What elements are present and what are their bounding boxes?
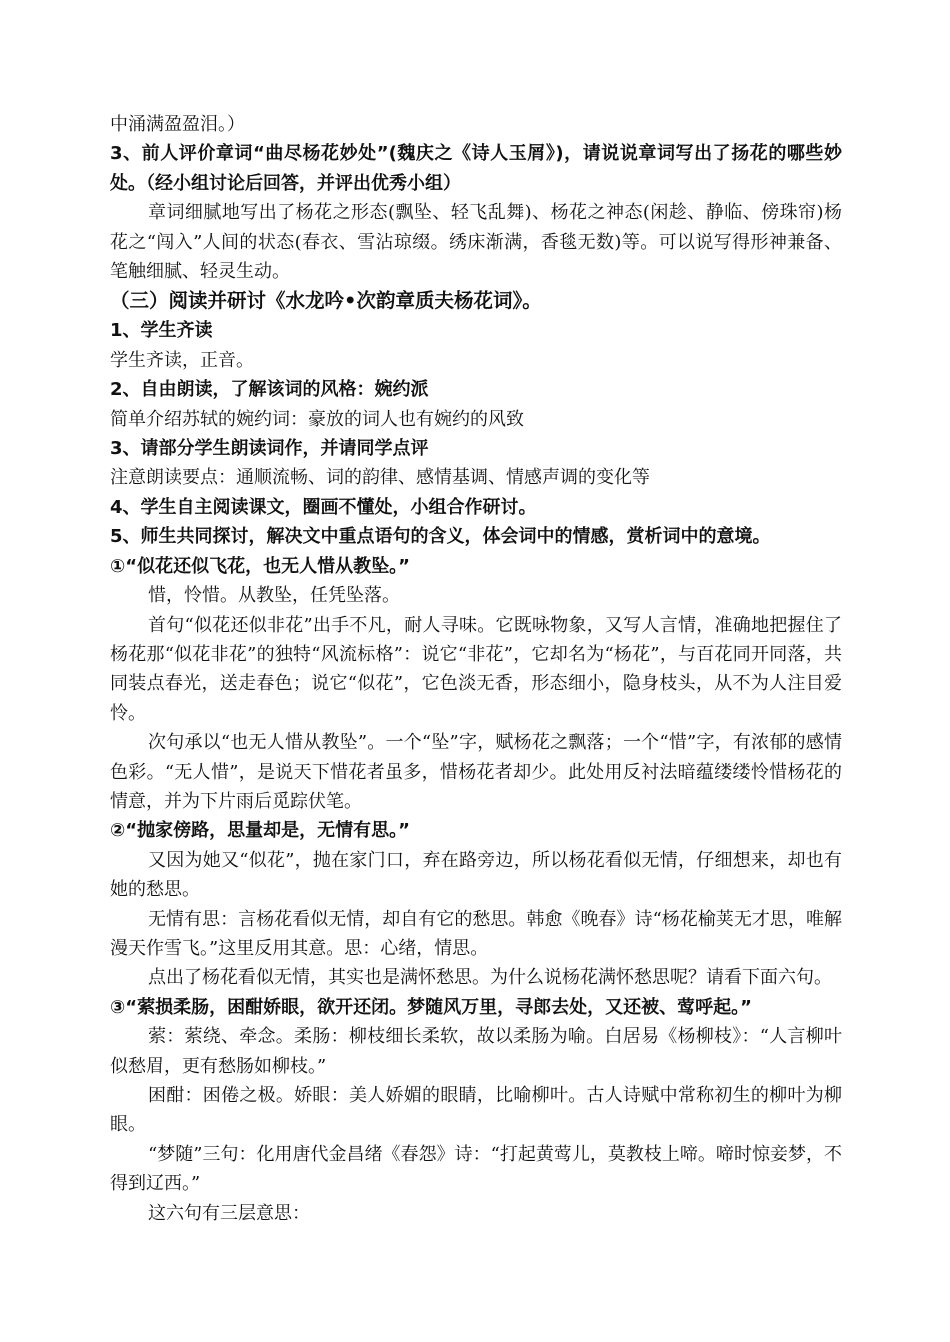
paragraph: 萦：萦绕、牵念。柔肠：柳枝细长柔软，故以柔肠为喻。白居易《杨柳枝》：“人言柳叶似愁眉，更有愁肠如柳枝。”: [110, 1026, 842, 1077]
step-heading: 1、学生齐读: [110, 320, 213, 342]
paragraph: 首句“似花还似非花”出手不凡，耐人寻味。它既咏物象，又写人言情，准确地把握住了杨花那“似花非花”的独特“风流标格”：说它“非花”，它却名为“杨花”，与百花同开同落，共同装点春光，送走春色；说它“似花”，它色淡无香，形态细小，隐身枝头，从不为人注目爱怜。: [110, 614, 842, 724]
paragraph: 点出了杨花看似无情，其实也是满怀愁思。为什么说杨花满怀愁思呢？请看下面六句。: [148, 967, 832, 989]
paragraph: 困酣：困倦之极。娇眼：美人娇媚的眼睛，比喻柳叶。古人诗赋中常称初生的柳叶为柳眼。: [110, 1085, 842, 1136]
step-heading: 3、请部分学生朗读词作，并请同学点评: [110, 438, 429, 460]
paragraph: 惜，怜惜。从教坠，任凭坠落。: [148, 585, 400, 607]
paragraph: 又因为她又“似花”，抛在家门口，弃在路旁边，所以杨花看似无情，仔细想来，却也有她的愁思。: [110, 849, 842, 901]
paragraph: 章词细腻地写出了杨花之形态(飘坠、轻飞乱舞)、杨花之神态(闲趁、静临、傍珠帘)杨花之“闯入”人间的状态(春衣、雪沾琼缀。绣床渐满，香毯无数)等。可以说写得形神兼备、笔触细腻、轻灵生动。: [110, 202, 842, 283]
step-heading: 2、自由朗读，了解该词的风格：婉约派: [110, 379, 429, 401]
text-line: 注意朗读要点：通顺流畅、词的韵律、感情基调、情感声调的变化等: [110, 467, 650, 489]
paragraph: 次句承以“也无人惜从教坠”。一个“坠”字，赋杨花之飘落；一个“惜”字，有浓郁的感情色彩。“无人惜”，是说天下惜花者虽多，惜杨花者却少。此处用反衬法暗蕴缕缕怜惜杨花的情意，并为下片雨后觅踪伏笔。: [110, 732, 842, 812]
document-page: [110, 110, 842, 1228]
text-line: 学生齐读，正音。: [110, 349, 254, 371]
section-heading: （三）阅读并研讨《水龙吟•次韵章质夫杨花词》。: [110, 289, 542, 313]
paragraph: “梦随”三句：化用唐代金昌绪《春怨》诗：“打起黄莺儿，莫教枝上啼。啼时惊妾梦，不得到辽西。”: [110, 1143, 842, 1195]
paragraph: 这六句有三层意思：: [148, 1202, 310, 1224]
quote-heading: ①“似花还似飞花，也无人惜从教坠。”: [110, 555, 410, 577]
text-line: 简单介绍苏轼的婉约词：豪放的词人也有婉约的风致: [110, 408, 524, 430]
quote-heading: ②“抛家傍路，思量却是，无情有思。”: [110, 820, 410, 842]
step-heading: 5、师生共同探讨，解决文中重点语句的含义，体会词中的情感，赏析词中的意境。: [110, 526, 771, 548]
question-heading: 3、前人评价章词“曲尽杨花妙处”(魏庆之《诗人玉屑》)，请说说章词写出了扬花的哪些妙处。（经小组讨论后回答，并评出优秀小组）: [110, 143, 842, 194]
step-heading: 4、学生自主阅读课文，圈画不懂处，小组合作研讨。: [110, 496, 537, 518]
quote-heading: ③“萦损柔肠，困酣娇眼，欲开还闭。梦随风万里，寻郎去处，又还被、莺呼起。”: [110, 996, 752, 1018]
text-line: 中涌满盈盈泪。）: [110, 114, 245, 135]
paragraph: 无情有思：言杨花看似无情，却自有它的愁思。韩愈《晚春》诗“杨花榆荚无才思，唯解漫天作雪飞。”这里反用其意。思：心绪，情思。: [110, 908, 842, 959]
